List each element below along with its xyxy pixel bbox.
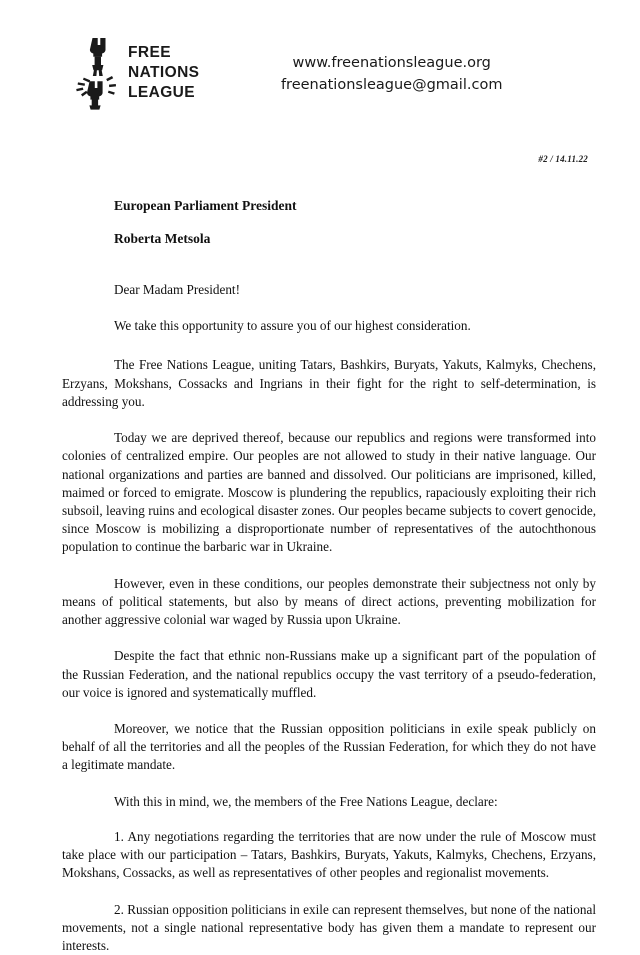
addressee-name: Roberta Metsola [114,231,596,247]
salutation: Dear Madam President! [114,281,596,299]
body-paragraph-1: The Free Nations League, uniting Tatars, Bashkirs, Buryats, Yakuts, Kalmyks, Chechens, Erzyans, Mokshans, Cossacks and Ingrians in their fight for the right to self-determination, is addressing you. [62,356,596,411]
body-paragraph-4: Despite the fact that ethnic non-Russians make up a significant part of the population of the Russian Federation, and the national republics occupy the vast territory of a pseudo-federation, our voice is ignored and systematically muffled. [62,647,596,702]
website-url: www.freenationsleague.org [199,52,584,74]
declaration-item-1: 1. Any negotiations regarding the territories that are now under the rule of Moscow must take place with our participation – Tatars, Bashkirs, Buryats, Yakuts, Kalmyks, Chechens, Erzyans, Mokshans, Cossacks, as well as representatives of other peoples and regionalist movements. [62,828,596,883]
assurance-line: We take this opportunity to assure you of our highest consideration. [114,317,596,335]
organization-logo [72,36,199,110]
letter-content [0,164,640,955]
body-paragraph-2: Today we are deprived thereof, because our republics and regions were transformed into colonies of centralized empire. Our peoples are not allowed to study in their native language. Our national organizations and parties are banned and dissolved. Our politicians are imprisoned, killed, maimed or forced to emigrate. Moscow is plundering the republics, rapaciously exploiting their rich subsoil, leaving ruins and ecological disaster zones. Our peoples became subjects to covert genocide, since Moscow is mobilizing a disproportionate number of representatives of the autochthonous population to continue the barbaric war in Ukraine. [62,429,596,557]
email-address: freenationsleague@gmail.com [199,74,584,96]
body-paragraph-5: Moreover, we notice that the Russian opposition politicians in exile speak publicly on behalf of all the territories and all the peoples of the Russian Federation, for which they do not have a legitimate mandate. [62,720,596,775]
wordmark-line-2: NATIONS [128,63,199,83]
contact-block [199,36,600,96]
declaration-intro: With this in mind, we, the members of the Free Nations League, declare: [62,793,596,811]
letterhead [0,0,640,110]
addressee-title: European Parliament President [114,198,596,214]
organization-wordmark [128,43,199,102]
body-paragraph-3: However, even in these conditions, our peoples demonstrate their subjectness not only by means of political statements, but also by means of direct actions, preventing mobilization for another aggressive colonial war waged by Russia upon Ukraine. [62,575,596,630]
free-nations-league-emblem-icon [72,36,118,110]
addressee-block [62,198,596,247]
wordmark-line-3: LEAGUE [128,83,199,103]
wordmark-line-1: FREE [128,43,199,63]
declaration-item-2: 2. Russian opposition politicians in exile can represent themselves, but none of the national movements, not a single national representative body has given them a mandate to represent our interests. [62,901,596,955]
document-reference: #2 / 14.11.22 [0,110,640,164]
